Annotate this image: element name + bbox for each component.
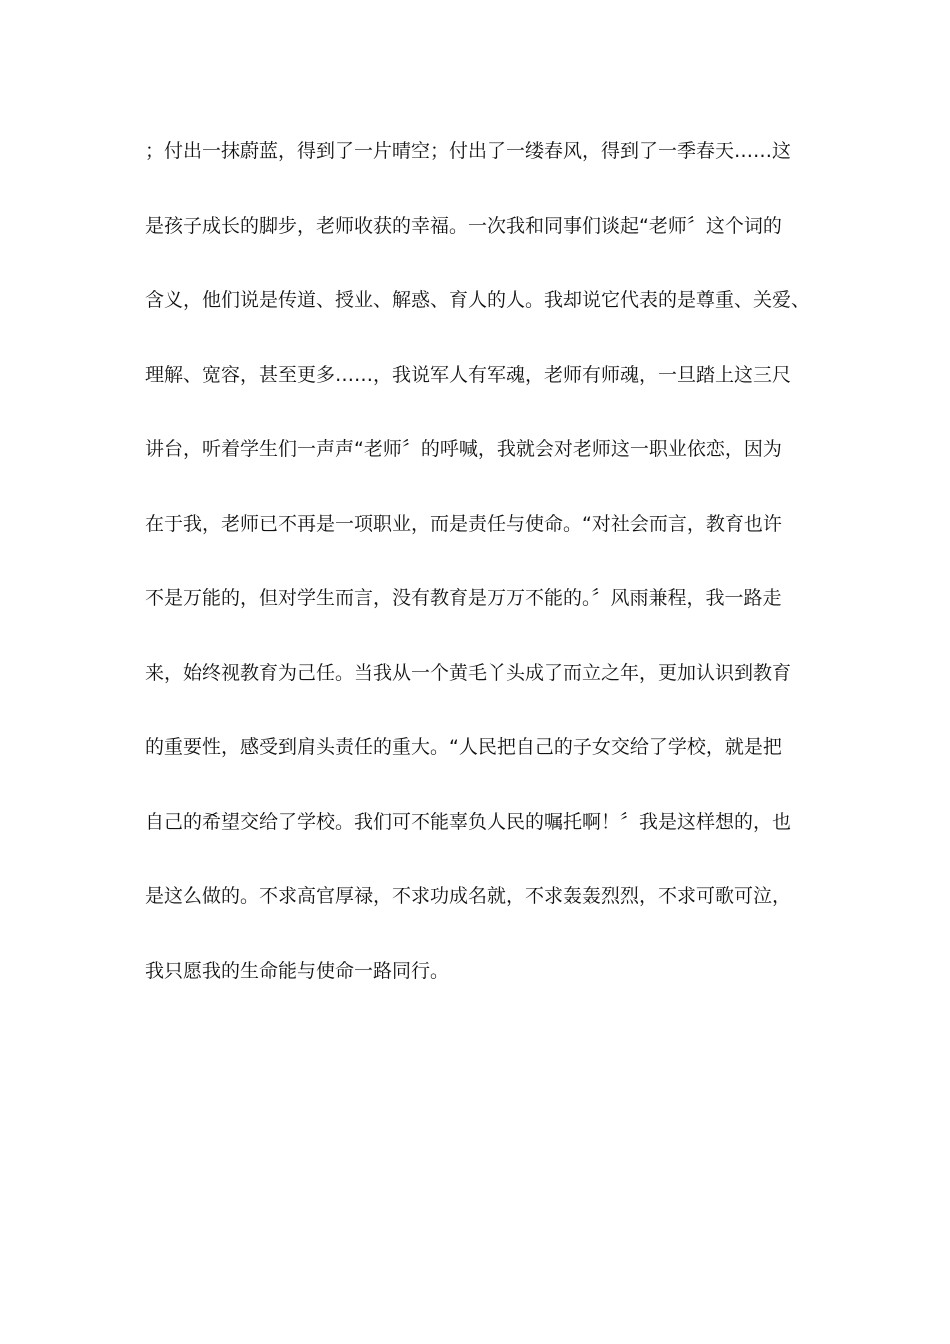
text-line: 是孩子成长的脚步，老师收获的幸福。一次我和同事们谈起“老师〞这个词的	[145, 214, 782, 237]
text-line: 是这么做的。不求高官厚禄，不求功成名就，不求轰轰烈烈，不求可歌可泣，	[145, 885, 792, 907]
text-line: 的重要性，感受到肩头责任的重大。“人民把自己的子女交给了学校，就是把	[145, 736, 782, 758]
text-line: 讲台，听着学生们一声声“老师〞的呼喊，我就会对老师这一职业依恋，因为	[145, 438, 782, 460]
text-line: 来，始终视教育为己任。当我从一个黄毛丫头成了而立之年，更加认识到教育	[145, 661, 792, 684]
text-line: 不是万能的，但对学生而言，没有教育是万万不能的。〞风雨兼程，我一路走	[145, 587, 782, 609]
text-line: 含义，他们说是传道、授业、解惑、育人的人。我却说它代表的是尊重、关爱、	[145, 289, 811, 311]
text-line: 自己的希望交给了学校。我们可不能辜负人民的嘱托啊！〞我是这样想的，也	[145, 810, 792, 833]
text-line: 我只愿我的生命能与使命一路同行。	[145, 959, 450, 982]
body-text	[145, 132, 825, 1026]
text-line: 在于我，老师已不再是一项职业，而是责任与使命。“对社会而言，教育也许	[145, 512, 782, 535]
text-line: 理解、宽容，甚至更多……，我说军人有军魂，老师有师魂，一旦踏上这三尺	[145, 363, 792, 386]
text-line: ；付出一抹蔚蓝，得到了一片晴空；付出了一缕春风，得到了一季春天……这	[145, 140, 792, 162]
